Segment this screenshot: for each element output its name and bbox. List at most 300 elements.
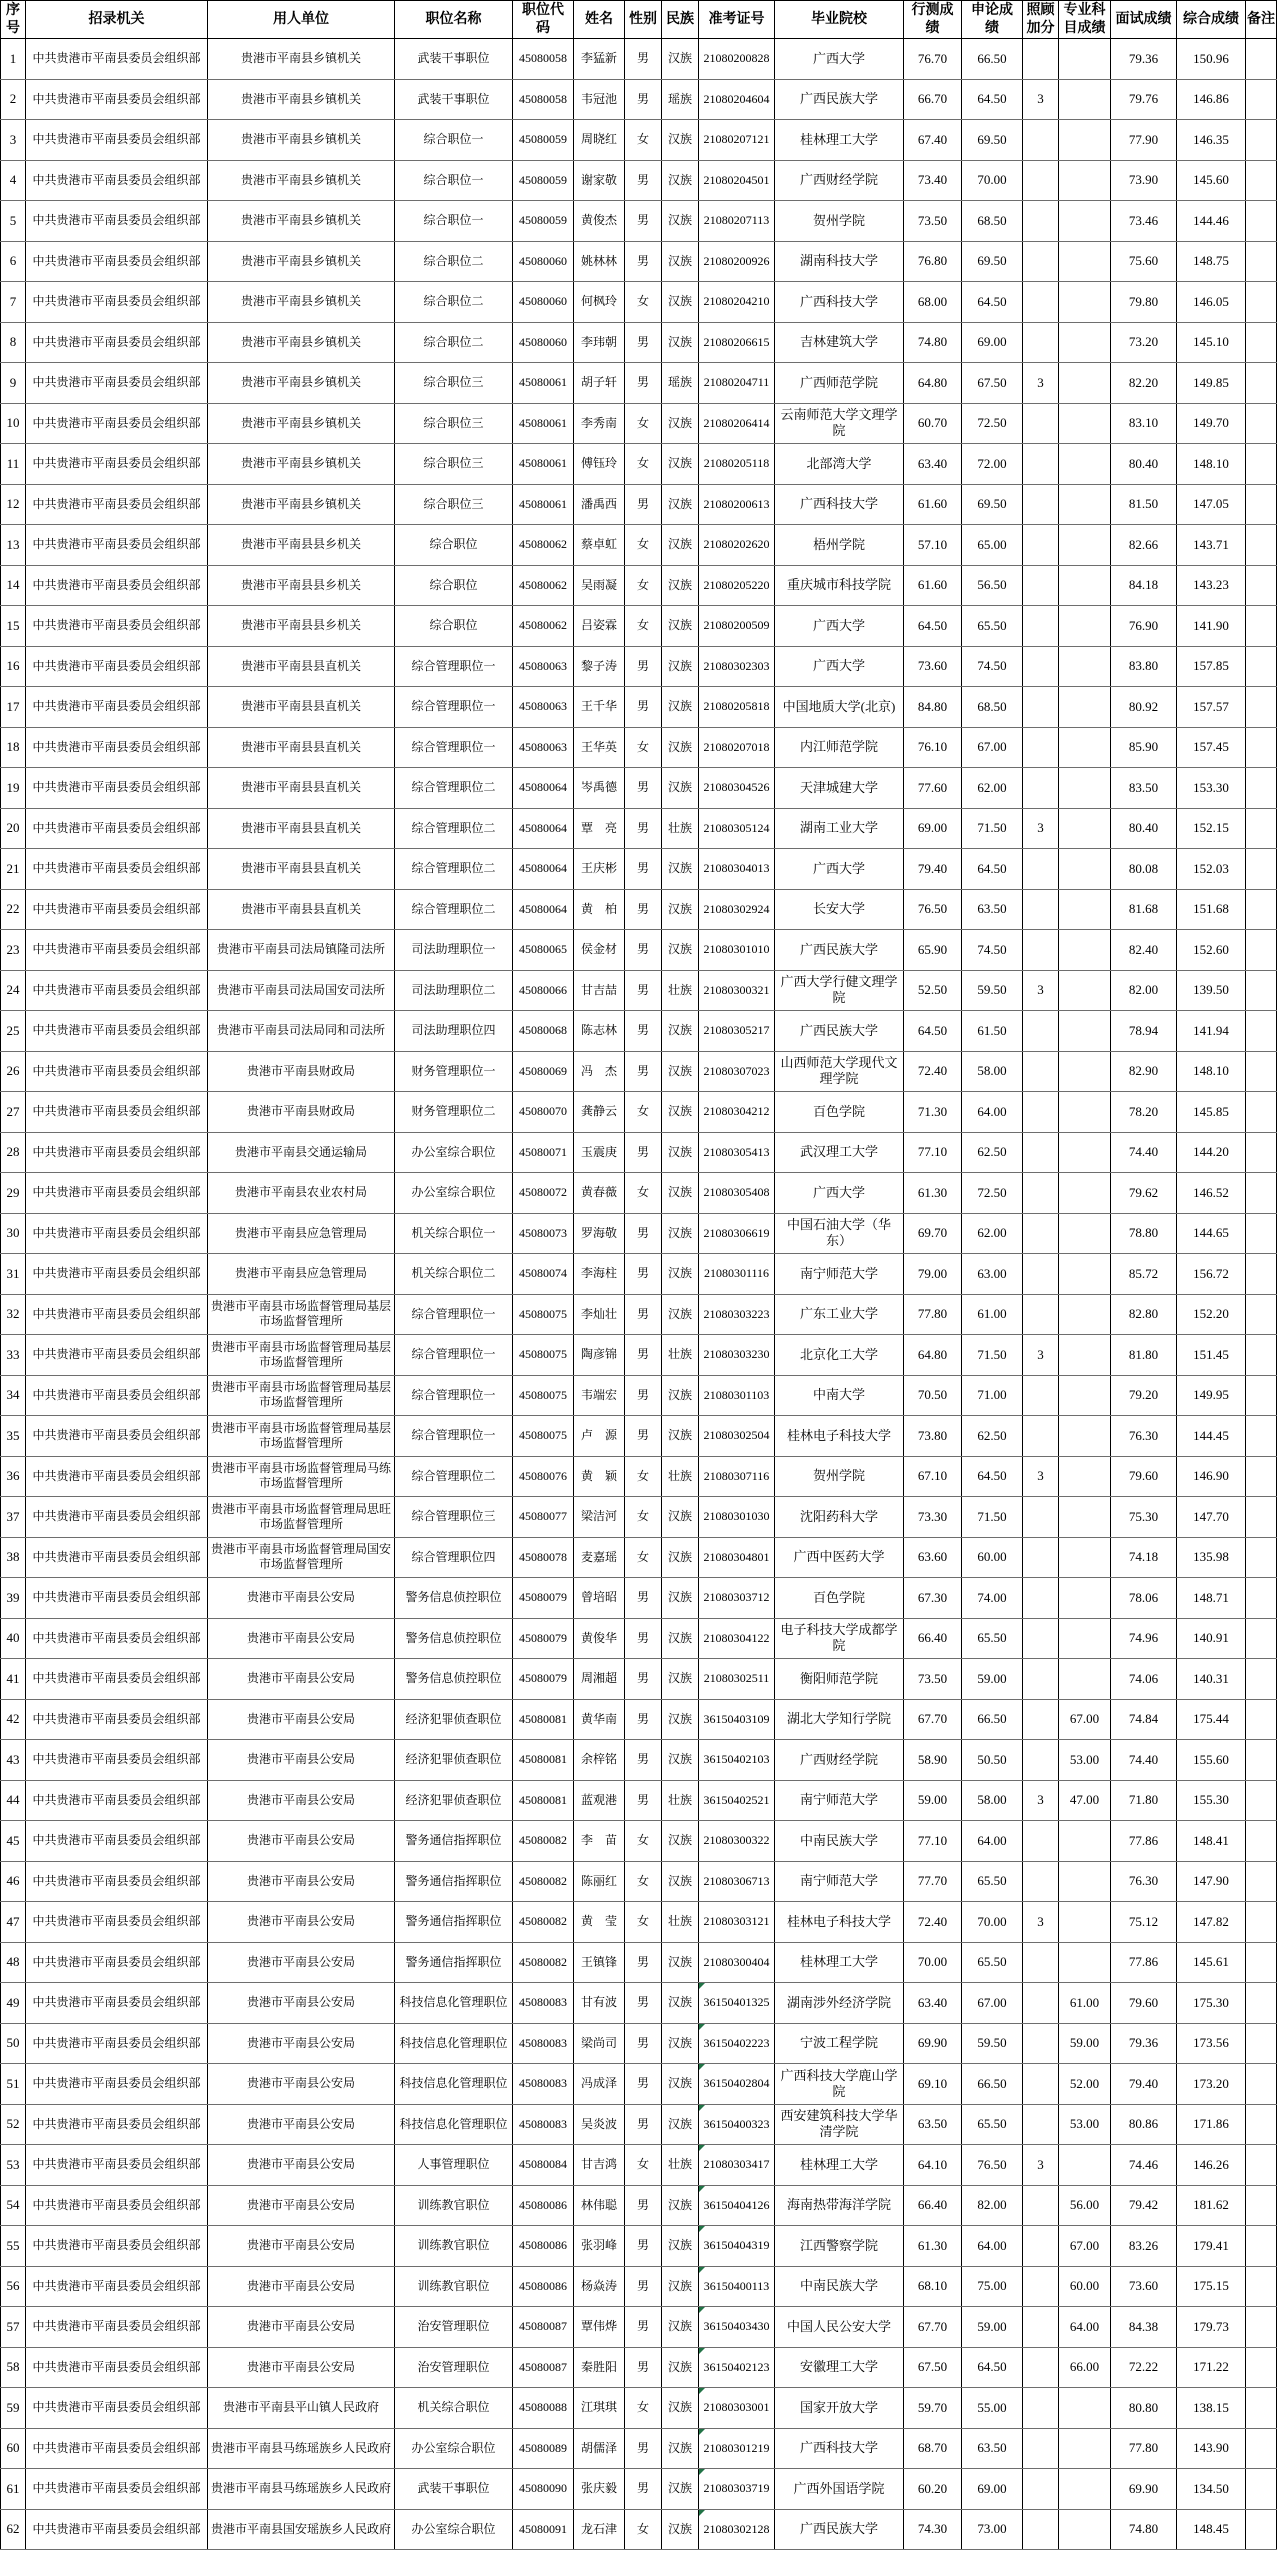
cell-ethnicity: 汉族 <box>662 646 699 687</box>
cell-name: 杨焱涛 <box>574 2266 625 2307</box>
cell-score_shenlun: 74.00 <box>962 1578 1023 1619</box>
cell-score_total: 143.71 <box>1177 525 1246 566</box>
cell-score_shenlun: 64.00 <box>962 1092 1023 1133</box>
cell-agency: 中共贵港市平南县委员会组织部 <box>26 2388 208 2429</box>
table-row <box>1 160 1277 201</box>
cell-score_professional <box>1059 1497 1111 1538</box>
cell-score_shenlun: 82.00 <box>962 2185 1023 2226</box>
cell-position: 综合管理职位一 <box>395 687 513 728</box>
cell-ethnicity: 汉族 <box>662 2307 699 2348</box>
cell-agency: 中共贵港市平南县委员会组织部 <box>26 1780 208 1821</box>
cell-score_interview: 78.80 <box>1111 1213 1177 1254</box>
cell-employer: 贵港市平南县公安局 <box>208 1821 395 1862</box>
cell-score_shenlun: 68.50 <box>962 687 1023 728</box>
cell-index: 55 <box>1 2226 26 2267</box>
cell-remark <box>1246 1254 1277 1295</box>
cell-ethnicity: 汉族 <box>662 1942 699 1983</box>
cell-remark <box>1246 2307 1277 2348</box>
cell-score_professional <box>1059 970 1111 1011</box>
cell-score_shenlun: 64.50 <box>962 282 1023 323</box>
cell-employer: 贵港市平南县公安局 <box>208 1740 395 1781</box>
cell-position_code: 45080072 <box>513 1173 574 1214</box>
cell-score_total: 148.41 <box>1177 1821 1246 1862</box>
cell-score_total: 147.90 <box>1177 1861 1246 1902</box>
cell-position: 综合管理职位一 <box>395 727 513 768</box>
cell-ethnicity: 汉族 <box>662 768 699 809</box>
cell-name: 林伟聪 <box>574 2185 625 2226</box>
cell-score_total: 146.52 <box>1177 1173 1246 1214</box>
cell-score_xingce: 64.80 <box>904 363 962 404</box>
cell-score_xingce: 59.00 <box>904 1780 962 1821</box>
cell-ethnicity: 汉族 <box>662 2509 699 2550</box>
cell-agency: 中共贵港市平南县委员会组织部 <box>26 1983 208 2024</box>
cell-gender: 女 <box>625 2388 662 2429</box>
cell-exam_id: 21080300322 <box>699 1821 775 1862</box>
cell-exam_id: 36150404319 <box>699 2226 775 2267</box>
cell-score_total: 141.94 <box>1177 1011 1246 1052</box>
cell-employer: 贵港市平南县公安局 <box>208 1659 395 1700</box>
table-row <box>1 1537 1277 1578</box>
cell-agency: 中共贵港市平南县委员会组织部 <box>26 201 208 242</box>
cell-agency: 中共贵港市平南县委员会组织部 <box>26 1375 208 1416</box>
cell-school: 宁波工程学院 <box>775 2023 904 2064</box>
cell-name: 黄 颖 <box>574 1456 625 1497</box>
cell-score_total: 152.60 <box>1177 930 1246 971</box>
cell-score_total: 144.20 <box>1177 1132 1246 1173</box>
cell-score_interview: 80.86 <box>1111 2104 1177 2145</box>
cell-employer: 贵港市平南县司法局镇隆司法所 <box>208 930 395 971</box>
cell-exam_id: 36150400113 <box>699 2266 775 2307</box>
cell-agency: 中共贵港市平南县委员会组织部 <box>26 2145 208 2186</box>
cell-score_professional <box>1059 1294 1111 1335</box>
cell-remark <box>1246 1092 1277 1133</box>
cell-score_shenlun: 59.00 <box>962 2307 1023 2348</box>
cell-employer: 贵港市平南县国安瑶族乡人民政府 <box>208 2509 395 2550</box>
cell-score_total: 138.15 <box>1177 2388 1246 2429</box>
table-row <box>1 1659 1277 1700</box>
cell-ethnicity: 壮族 <box>662 808 699 849</box>
cell-remark <box>1246 1537 1277 1578</box>
cell-gender: 男 <box>625 2023 662 2064</box>
cell-position_code: 45080062 <box>513 565 574 606</box>
cell-score_xingce: 72.40 <box>904 1051 962 1092</box>
cell-remark <box>1246 1578 1277 1619</box>
cell-gender: 女 <box>625 1537 662 1578</box>
table-row <box>1 768 1277 809</box>
cell-position_code: 45080075 <box>513 1335 574 1376</box>
cell-gender: 男 <box>625 1780 662 1821</box>
cell-employer: 贵港市平南县平山镇人民政府 <box>208 2388 395 2429</box>
cell-ethnicity: 汉族 <box>662 930 699 971</box>
cell-score_professional <box>1059 2388 1111 2429</box>
cell-score_shenlun: 58.00 <box>962 1051 1023 1092</box>
cell-score_interview: 73.60 <box>1111 2266 1177 2307</box>
cell-score_interview: 80.80 <box>1111 2388 1177 2429</box>
table-row <box>1 2428 1277 2469</box>
cell-bonus <box>1023 39 1059 80</box>
cell-gender: 男 <box>625 808 662 849</box>
cell-name: 李玮朝 <box>574 322 625 363</box>
cell-position_code: 45080069 <box>513 1051 574 1092</box>
cell-exam_id: 21080206414 <box>699 403 775 444</box>
cell-remark <box>1246 1213 1277 1254</box>
cell-score_total: 146.26 <box>1177 2145 1246 2186</box>
cell-name: 甘有波 <box>574 1983 625 2024</box>
header-remark: 备注 <box>1246 1 1277 39</box>
cell-remark <box>1246 1983 1277 2024</box>
table-row <box>1 241 1277 282</box>
cell-employer: 贵港市平南县公安局 <box>208 2104 395 2145</box>
table-row <box>1 1132 1277 1173</box>
cell-school: 湖北大学知行学院 <box>775 1699 904 1740</box>
cell-school: 桂林理工大学 <box>775 2145 904 2186</box>
cell-position: 武装干事职位 <box>395 79 513 120</box>
cell-score_xingce: 63.40 <box>904 444 962 485</box>
cell-score_interview: 79.40 <box>1111 2064 1177 2105</box>
cell-ethnicity: 壮族 <box>662 1456 699 1497</box>
cell-gender: 女 <box>625 565 662 606</box>
cell-index: 58 <box>1 2347 26 2388</box>
cell-remark <box>1246 1659 1277 1700</box>
cell-index: 12 <box>1 484 26 525</box>
cell-gender: 女 <box>625 2509 662 2550</box>
cell-score_interview: 74.46 <box>1111 2145 1177 2186</box>
cell-score_total: 151.68 <box>1177 889 1246 930</box>
cell-exam_id: 21080304801 <box>699 1537 775 1578</box>
table-row <box>1 565 1277 606</box>
table-row <box>1 1335 1277 1376</box>
cell-agency: 中共贵港市平南县委员会组织部 <box>26 1335 208 1376</box>
cell-index: 41 <box>1 1659 26 1700</box>
cell-score_shenlun: 75.00 <box>962 2266 1023 2307</box>
cell-position_code: 45080059 <box>513 201 574 242</box>
cell-remark <box>1246 1335 1277 1376</box>
cell-remark <box>1246 2185 1277 2226</box>
cell-score_professional <box>1059 889 1111 930</box>
cell-employer: 贵港市平南县县乡机关 <box>208 525 395 566</box>
cell-remark <box>1246 2509 1277 2550</box>
cell-bonus <box>1023 727 1059 768</box>
cell-agency: 中共贵港市平南县委员会组织部 <box>26 849 208 890</box>
green-flag-icon <box>699 2064 705 2070</box>
cell-remark <box>1246 525 1277 566</box>
table-row <box>1 120 1277 161</box>
cell-ethnicity: 汉族 <box>662 889 699 930</box>
cell-remark <box>1246 1780 1277 1821</box>
cell-score_interview: 85.90 <box>1111 727 1177 768</box>
cell-gender: 男 <box>625 646 662 687</box>
cell-gender: 男 <box>625 1618 662 1659</box>
cell-score_shenlun: 65.50 <box>962 1618 1023 1659</box>
cell-index: 30 <box>1 1213 26 1254</box>
cell-score_xingce: 67.10 <box>904 1456 962 1497</box>
cell-exam_id: 21080302924 <box>699 889 775 930</box>
table-row <box>1 79 1277 120</box>
cell-score_professional <box>1059 282 1111 323</box>
cell-position: 综合职位一 <box>395 120 513 161</box>
cell-score_professional <box>1059 1092 1111 1133</box>
cell-bonus <box>1023 2347 1059 2388</box>
cell-score_total: 146.05 <box>1177 282 1246 323</box>
cell-score_total: 145.85 <box>1177 1092 1246 1133</box>
cell-school: 中南民族大学 <box>775 1821 904 1862</box>
cell-index: 1 <box>1 39 26 80</box>
cell-score_xingce: 77.70 <box>904 1861 962 1902</box>
cell-ethnicity: 汉族 <box>662 687 699 728</box>
cell-score_shenlun: 71.50 <box>962 1497 1023 1538</box>
cell-score_xingce: 59.70 <box>904 2388 962 2429</box>
cell-score_total: 148.75 <box>1177 241 1246 282</box>
cell-agency: 中共贵港市平南县委员会组织部 <box>26 565 208 606</box>
cell-ethnicity: 汉族 <box>662 1213 699 1254</box>
cell-ethnicity: 汉族 <box>662 1173 699 1214</box>
cell-score_shenlun: 59.50 <box>962 970 1023 1011</box>
cell-ethnicity: 汉族 <box>662 444 699 485</box>
cell-position_code: 45080086 <box>513 2226 574 2267</box>
cell-score_professional <box>1059 1537 1111 1578</box>
cell-score_professional <box>1059 1375 1111 1416</box>
cell-school: 广西外国语学院 <box>775 2469 904 2510</box>
cell-bonus: 3 <box>1023 808 1059 849</box>
cell-position_code: 45080079 <box>513 1659 574 1700</box>
cell-bonus <box>1023 1213 1059 1254</box>
cell-score_total: 151.45 <box>1177 1335 1246 1376</box>
cell-employer: 贵港市平南县马练瑶族乡人民政府 <box>208 2469 395 2510</box>
cell-gender: 男 <box>625 1699 662 1740</box>
cell-agency: 中共贵港市平南县委员会组织部 <box>26 444 208 485</box>
cell-agency: 中共贵港市平南县委员会组织部 <box>26 1740 208 1781</box>
cell-exam_id: 21080300404 <box>699 1942 775 1983</box>
cell-score_xingce: 69.70 <box>904 1213 962 1254</box>
cell-name: 潘禹西 <box>574 484 625 525</box>
table-row <box>1 403 1277 444</box>
cell-ethnicity: 汉族 <box>662 1618 699 1659</box>
cell-score_xingce: 73.60 <box>904 646 962 687</box>
cell-employer: 贵港市平南县乡镇机关 <box>208 120 395 161</box>
cell-score_interview: 78.06 <box>1111 1578 1177 1619</box>
cell-index: 45 <box>1 1821 26 1862</box>
cell-employer: 贵港市平南县公安局 <box>208 2064 395 2105</box>
cell-gender: 男 <box>625 1011 662 1052</box>
cell-position_code: 45080061 <box>513 363 574 404</box>
cell-school: 广西大学 <box>775 39 904 80</box>
cell-score_interview: 76.90 <box>1111 606 1177 647</box>
cell-position: 武装干事职位 <box>395 2469 513 2510</box>
cell-gender: 男 <box>625 1375 662 1416</box>
cell-school: 江西警察学院 <box>775 2226 904 2267</box>
cell-score_shenlun: 69.50 <box>962 120 1023 161</box>
header-score_interview: 面试成绩 <box>1111 1 1177 39</box>
cell-score_interview: 79.80 <box>1111 282 1177 323</box>
cell-position: 综合职位 <box>395 525 513 566</box>
cell-bonus <box>1023 322 1059 363</box>
cell-score_xingce: 69.90 <box>904 2023 962 2064</box>
cell-ethnicity: 汉族 <box>662 1983 699 2024</box>
cell-score_xingce: 63.40 <box>904 1983 962 2024</box>
cell-bonus <box>1023 241 1059 282</box>
cell-index: 42 <box>1 1699 26 1740</box>
cell-score_professional <box>1059 2428 1111 2469</box>
table-row <box>1 1780 1277 1821</box>
cell-score_interview: 75.12 <box>1111 1902 1177 1943</box>
cell-name: 蔡卓虹 <box>574 525 625 566</box>
cell-ethnicity: 汉族 <box>662 525 699 566</box>
cell-agency: 中共贵港市平南县委员会组织部 <box>26 1173 208 1214</box>
cell-school: 湖南科技大学 <box>775 241 904 282</box>
cell-name: 黄 莹 <box>574 1902 625 1943</box>
cell-score_professional <box>1059 1902 1111 1943</box>
cell-score_total: 149.85 <box>1177 363 1246 404</box>
cell-school: 广西大学行健文理学院 <box>775 970 904 1011</box>
cell-position: 警务通信指挥职位 <box>395 1902 513 1943</box>
cell-gender: 男 <box>625 930 662 971</box>
cell-index: 17 <box>1 687 26 728</box>
cell-school: 广东工业大学 <box>775 1294 904 1335</box>
table-row <box>1 39 1277 80</box>
cell-position_code: 45080066 <box>513 970 574 1011</box>
cell-index: 7 <box>1 282 26 323</box>
cell-index: 56 <box>1 2266 26 2307</box>
cell-score_interview: 81.50 <box>1111 484 1177 525</box>
cell-school: 广西科技大学 <box>775 282 904 323</box>
cell-score_professional <box>1059 1254 1111 1295</box>
cell-index: 11 <box>1 444 26 485</box>
cell-school: 湖南涉外经济学院 <box>775 1983 904 2024</box>
cell-score_professional <box>1059 1659 1111 1700</box>
cell-remark <box>1246 808 1277 849</box>
cell-ethnicity: 汉族 <box>662 2185 699 2226</box>
cell-employer: 贵港市平南县公安局 <box>208 1780 395 1821</box>
cell-index: 9 <box>1 363 26 404</box>
cell-exam_id: 36150402804 <box>699 2064 775 2105</box>
cell-employer: 贵港市平南县公安局 <box>208 1618 395 1659</box>
cell-name: 王庆彬 <box>574 849 625 890</box>
cell-score_shenlun: 58.00 <box>962 1780 1023 1821</box>
green-flag-icon <box>699 1983 705 1989</box>
cell-ethnicity: 汉族 <box>662 201 699 242</box>
cell-school: 衡阳师范学院 <box>775 1659 904 1700</box>
cell-agency: 中共贵港市平南县委员会组织部 <box>26 2185 208 2226</box>
cell-score_professional <box>1059 525 1111 566</box>
cell-exam_id: 21080301116 <box>699 1254 775 1295</box>
cell-ethnicity: 壮族 <box>662 1902 699 1943</box>
cell-remark <box>1246 687 1277 728</box>
cell-bonus <box>1023 1699 1059 1740</box>
cell-score_professional <box>1059 2145 1111 2186</box>
cell-employer: 贵港市平南县公安局 <box>208 2347 395 2388</box>
cell-index: 31 <box>1 1254 26 1295</box>
cell-name: 胡儒泽 <box>574 2428 625 2469</box>
cell-employer: 贵港市平南县县乡机关 <box>208 565 395 606</box>
cell-position: 综合管理职位二 <box>395 768 513 809</box>
cell-ethnicity: 壮族 <box>662 2145 699 2186</box>
cell-gender: 男 <box>625 2347 662 2388</box>
cell-employer: 贵港市平南县县直机关 <box>208 849 395 890</box>
cell-bonus <box>1023 1375 1059 1416</box>
cell-score_total: 156.72 <box>1177 1254 1246 1295</box>
cell-index: 36 <box>1 1456 26 1497</box>
cell-gender: 男 <box>625 2226 662 2267</box>
cell-exam_id: 36150403430 <box>699 2307 775 2348</box>
header-bonus: 照顾加分 <box>1023 1 1059 39</box>
cell-bonus <box>1023 2428 1059 2469</box>
table-row <box>1 930 1277 971</box>
cell-score_shenlun: 71.50 <box>962 1335 1023 1376</box>
cell-bonus: 3 <box>1023 79 1059 120</box>
cell-index: 53 <box>1 2145 26 2186</box>
cell-position_code: 45080059 <box>513 120 574 161</box>
cell-name: 梁洁河 <box>574 1497 625 1538</box>
cell-score_total: 179.73 <box>1177 2307 1246 2348</box>
cell-gender: 女 <box>625 1861 662 1902</box>
cell-name: 张羽峰 <box>574 2226 625 2267</box>
cell-school: 海南热带海洋学院 <box>775 2185 904 2226</box>
cell-score_interview: 74.40 <box>1111 1740 1177 1781</box>
cell-index: 52 <box>1 2104 26 2145</box>
cell-score_shenlun: 55.00 <box>962 2388 1023 2429</box>
cell-exam_id: 21080304122 <box>699 1618 775 1659</box>
cell-bonus <box>1023 646 1059 687</box>
cell-score_interview: 75.60 <box>1111 241 1177 282</box>
cell-position_code: 45080082 <box>513 1942 574 1983</box>
cell-score_interview: 79.20 <box>1111 1375 1177 1416</box>
cell-score_xingce: 73.30 <box>904 1497 962 1538</box>
cell-employer: 贵港市平南县县乡机关 <box>208 606 395 647</box>
cell-gender: 男 <box>625 322 662 363</box>
cell-employer: 贵港市平南县公安局 <box>208 2307 395 2348</box>
cell-gender: 男 <box>625 849 662 890</box>
cell-score_total: 157.57 <box>1177 687 1246 728</box>
cell-remark <box>1246 39 1277 80</box>
cell-position_code: 45080082 <box>513 1861 574 1902</box>
cell-score_professional <box>1059 79 1111 120</box>
cell-agency: 中共贵港市平南县委员会组织部 <box>26 1213 208 1254</box>
cell-score_interview: 79.42 <box>1111 2185 1177 2226</box>
cell-agency: 中共贵港市平南县委员会组织部 <box>26 970 208 1011</box>
cell-name: 岑禹德 <box>574 768 625 809</box>
cell-remark <box>1246 444 1277 485</box>
cell-score_interview: 76.30 <box>1111 1416 1177 1457</box>
cell-exam_id: 21080204210 <box>699 282 775 323</box>
cell-score_xingce: 73.50 <box>904 201 962 242</box>
cell-ethnicity: 汉族 <box>662 2023 699 2064</box>
cell-score_xingce: 68.70 <box>904 2428 962 2469</box>
cell-employer: 贵港市平南县应急管理局 <box>208 1254 395 1295</box>
cell-exam_id: 36150402521 <box>699 1780 775 1821</box>
table-row <box>1 1051 1277 1092</box>
cell-ethnicity: 汉族 <box>662 565 699 606</box>
cell-school: 广西民族大学 <box>775 930 904 971</box>
cell-index: 33 <box>1 1335 26 1376</box>
cell-position: 武装干事职位 <box>395 39 513 80</box>
cell-bonus: 3 <box>1023 1456 1059 1497</box>
header-score_xingce: 行测成绩 <box>904 1 962 39</box>
green-flag-icon <box>699 2226 705 2232</box>
cell-exam_id: 21080301219 <box>699 2428 775 2469</box>
cell-remark <box>1246 241 1277 282</box>
cell-school: 梧州学院 <box>775 525 904 566</box>
cell-gender: 女 <box>625 2145 662 2186</box>
cell-agency: 中共贵港市平南县委员会组织部 <box>26 1699 208 1740</box>
cell-position: 警务信息侦控职位 <box>395 1578 513 1619</box>
cell-ethnicity: 汉族 <box>662 39 699 80</box>
cell-bonus <box>1023 403 1059 444</box>
cell-score_professional <box>1059 1861 1111 1902</box>
cell-school: 桂林理工大学 <box>775 1942 904 1983</box>
cell-agency: 中共贵港市平南县委员会组织部 <box>26 1821 208 1862</box>
cell-name: 梁尚司 <box>574 2023 625 2064</box>
cell-index: 39 <box>1 1578 26 1619</box>
